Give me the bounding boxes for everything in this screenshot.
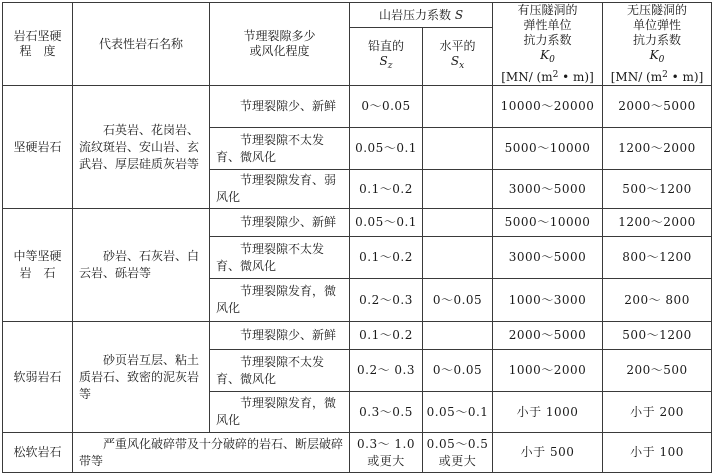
header-pressurized-unit [493,68,602,85]
table-row [3,209,712,237]
header-pressurized-symbol: K [540,48,550,62]
header-joint [210,3,350,86]
vertical-cell: 0.05～0.1 [350,128,423,170]
header-free [603,3,712,86]
rock-parameter-table [2,2,712,473]
header-pressurized-unit-a: [MN/ (m [501,70,553,84]
header-pressurized-l2: 弹性单位 [523,18,572,32]
header-vertical-label: 铅直的 [367,39,404,53]
header-horizontal [423,28,493,86]
rock-names-cell: 石英岩、花岗岩、流纹斑岩、安山岩、玄武岩、厚层硅质灰岩等 [73,86,210,209]
vertical-cell: 0.1～0.2 [350,322,423,350]
horizontal-cell [423,128,493,170]
joint-cell: 节理裂隙少、新鲜 [210,86,350,128]
header-vertical-symbol-line [350,54,422,74]
free-cell: 小于 100 [603,433,712,473]
free-cell: 500～1200 [603,322,712,350]
rock-names-cell: 砂页岩互层、粘土质岩石、致密的泥灰岩等 [73,322,210,433]
pressurized-cell: 1000～2000 [493,350,603,392]
grade-line1: 中等坚硬 [13,249,62,263]
header-joint-line1: 节理裂隙多少 [243,29,316,43]
header-pressure-group [350,3,493,28]
pressurized-cell: 10000～20000 [493,86,603,128]
horizontal-cell [423,209,493,237]
header-free-sub: 0 [658,55,665,65]
header-pressurized-unit-b: • m)] [558,70,594,84]
header-free-symbol-line [603,48,711,68]
joint-cell: 节理裂隙不太发育、微风化 [210,350,350,392]
vertical-cell: 0～0.05 [350,86,423,128]
header-free-symbol: K [649,48,659,62]
header-vertical-symbol: S [379,54,388,68]
grade-cell: 坚硬岩石 [3,86,73,209]
pressurized-cell: 3000～5000 [493,170,603,209]
horizontal-cell [423,322,493,350]
horizontal-line2: 或更大 [438,453,477,468]
header-pressure-symbol: S [454,7,464,22]
header-free-unit-a: [MN/ (m [610,70,663,84]
pressurized-cell: 5000～10000 [493,128,603,170]
horizontal-cell: 0～0.05 [423,279,493,322]
pressurized-cell: 小于 1000 [493,392,603,433]
vertical-cell: 0.1～0.2 [350,237,423,279]
vertical-line2: 或更大 [367,453,405,468]
header-free-l1: 无压隧洞的 [627,3,688,17]
pressurized-cell: 5000～10000 [493,209,603,237]
header-horizontal-symbol-line [423,54,492,74]
pressurized-cell: 2000～5000 [493,322,603,350]
header-pressurized-symbol-line [493,48,602,68]
rock-names-cell: 砂岩、石灰岩、白云岩、砾岩等 [73,209,210,322]
free-cell: 500～1200 [603,170,712,209]
header-pressurized [493,3,603,86]
table-row [3,86,712,128]
header-pressurized-l3: 抗力系数 [523,33,572,47]
grade-cell: 松软岩石 [3,433,73,473]
table-row [3,433,712,473]
joint-cell: 节理裂隙少、新鲜 [210,322,350,350]
joint-cell: 节理裂隙不太发育、微风化 [210,237,350,279]
header-pressurized-unit-sup: 2 [552,70,559,80]
free-cell: 800～1200 [603,237,712,279]
rock-classification-sheet [2,2,712,473]
horizontal-cell [423,433,493,473]
free-cell: 2000～5000 [603,86,712,128]
vertical-cell: 0.2～0.3 [350,279,423,322]
header-pressure-label: 山岩压力系数 [378,7,451,22]
joint-cell: 节理裂隙发育，微风化 [210,392,350,433]
header-horizontal-sub: x [459,61,465,71]
pressurized-cell: 小于 500 [493,433,603,473]
header-horizontal-symbol: S [450,54,460,68]
header-grade [3,3,73,86]
free-cell: 1200～2000 [603,209,712,237]
header-vertical-sub: z [387,61,393,71]
vertical-cell: 0.3～0.5 [350,392,423,433]
joint-cell: 节理裂隙少、新鲜 [210,209,350,237]
header-pressurized-l1: 有压隧洞的 [517,3,578,17]
pressurized-cell: 1000～3000 [493,279,603,322]
header-rock-names: 代表性岩石名称 [73,3,210,86]
vertical-cell: 0.05～0.1 [350,209,423,237]
free-cell: 200～500 [603,350,712,392]
rock-names-cell: 严重风化破碎带及十分破碎的岩石、断层破碎带等 [73,433,350,473]
joint-cell: 节理裂隙不太发育、微风化 [210,128,350,170]
horizontal-line1: 0.05～0.5 [426,436,489,451]
header-pressurized-sub: 0 [549,55,555,65]
joint-cell: 节理裂隙发育、弱风化 [210,170,350,209]
free-cell: 1200～2000 [603,128,712,170]
horizontal-cell: 0～0.05 [423,350,493,392]
header-grade-line2: 程 度 [19,44,56,58]
horizontal-cell: 0.05～0.1 [423,392,493,433]
pressurized-cell: 3000～5000 [493,237,603,279]
grade-cell [3,209,73,322]
grade-line2: 岩 石 [19,266,56,280]
table-row [3,322,712,350]
header-free-l2: 单位弹性 [633,18,682,32]
vertical-line1: 0.3～ 1.0 [357,436,415,451]
horizontal-cell [423,86,493,128]
header-vertical [350,28,423,86]
horizontal-cell [423,170,493,209]
grade-cell: 软弱岩石 [3,322,73,433]
vertical-cell: 0.1～0.2 [350,170,423,209]
vertical-cell [350,433,423,473]
header-free-unit-b: • m)] [667,70,704,84]
header-free-unit [603,68,711,85]
header-joint-line2: 或风化程度 [249,44,310,58]
horizontal-cell [423,237,493,279]
free-cell: 小于 200 [603,392,712,433]
header-row-1 [3,3,712,28]
header-grade-line1: 岩石坚硬 [13,29,62,43]
free-cell: 200～ 800 [603,279,712,322]
header-free-l3: 抗力系数 [633,33,682,47]
joint-cell: 节理裂隙发育，微风化 [210,279,350,322]
vertical-cell: 0.2～ 0.3 [350,350,423,392]
header-free-unit-sup: 2 [662,70,668,80]
header-horizontal-label: 水平的 [439,39,476,53]
